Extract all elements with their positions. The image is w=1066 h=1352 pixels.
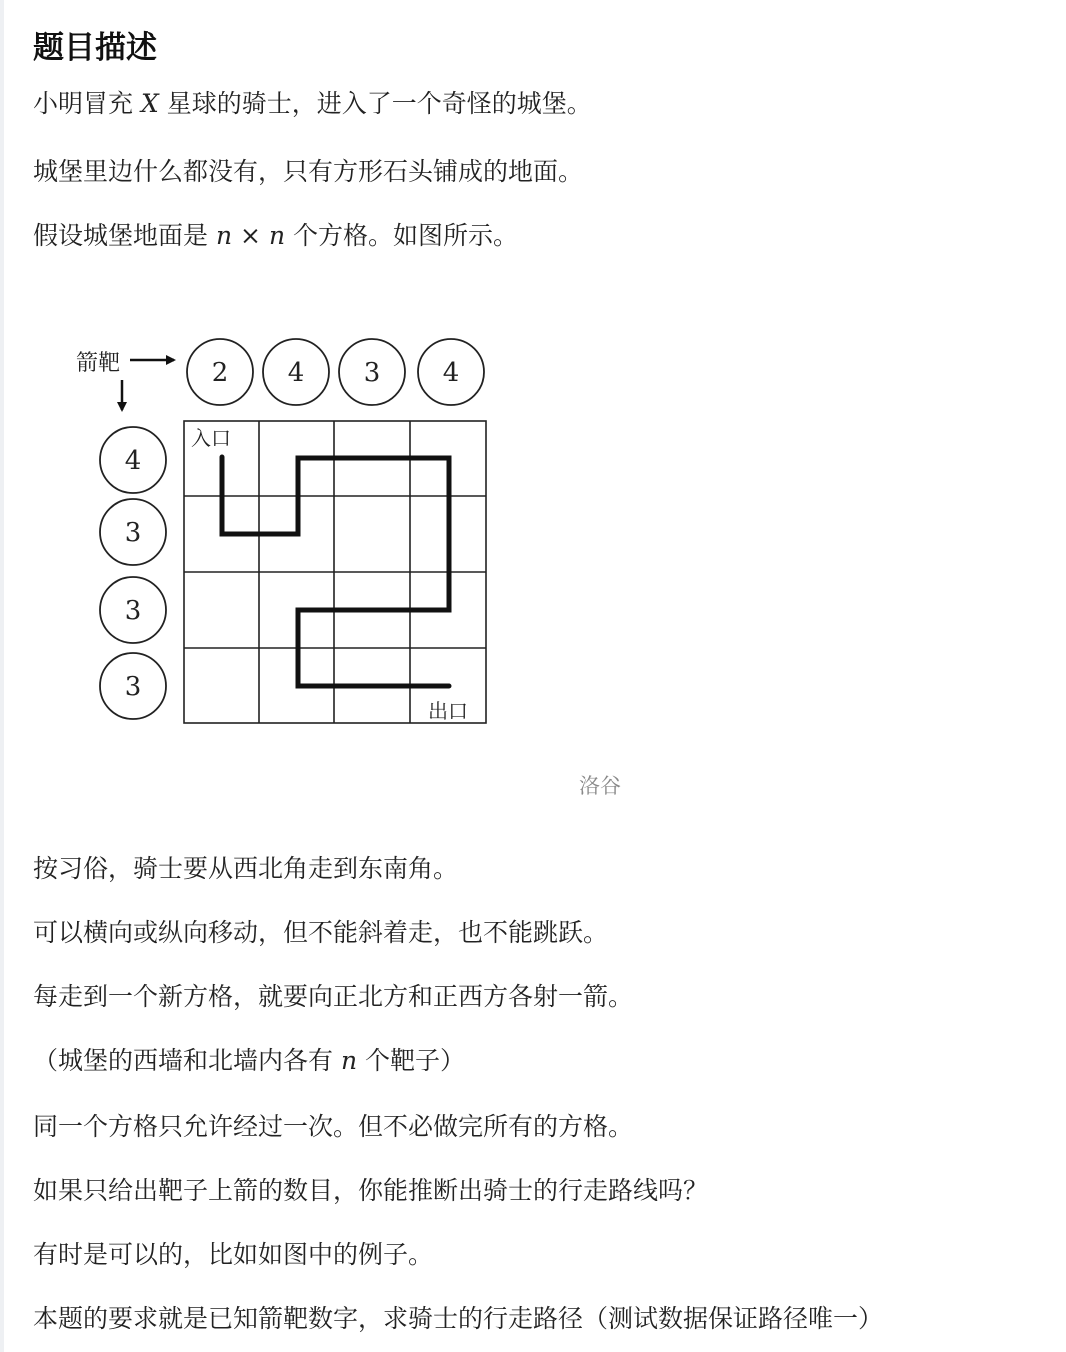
left-target-number: 3 [124,518,142,548]
paragraph-movement: 可以横向或纵向移动，但不能斜着走，也不能跳跃。 [33,918,609,947]
paragraph-route: 按习俗，骑士要从西北角走到东南角。 [33,854,459,883]
left-target-number: 3 [124,672,142,702]
paragraph-castle: 城堡里边什么都没有，只有方形石头铺成的地面。 [33,157,584,186]
math-variable: X [140,89,159,118]
section-title: 题目描述 [33,30,157,66]
left-targets [100,427,166,719]
paragraph-question: 如果只给出靶子上箭的数目，你能推断出骑士的行走路线吗？ [33,1176,709,1205]
text-segment: 个靶子） [365,1046,466,1075]
math-variable: n [215,221,233,250]
text-segment: 个方格。如图所示。 [293,221,519,250]
paragraph-example: 有时是可以的，比如如图中的例子。 [33,1240,434,1269]
entrance-label: 入口 [191,426,231,450]
castle-figure [60,320,520,740]
text-segment: 星球的骑士，进入了一个奇怪的城堡。 [166,89,592,118]
top-target-number: 4 [287,358,305,388]
paragraph-grid-size [33,220,518,252]
left-border [0,0,4,1352]
text-segment: 假设城堡地面是 [33,221,209,250]
top-target-number: 2 [211,358,229,388]
left-target-number: 3 [124,596,142,626]
top-target-number: 3 [363,358,381,388]
castle-diagram [60,320,520,740]
castle-grid [184,421,486,723]
text-segment: 小明冒充 [33,89,134,118]
left-target-number: 4 [124,446,142,476]
paragraph-once: 同一个方格只允许经过一次。但不必做完所有的方格。 [33,1112,634,1141]
top-target-number: 4 [442,358,460,388]
exit-label: 出口 [428,699,468,723]
math-times: × [240,221,261,250]
top-targets [187,339,484,405]
paragraph-shooting: 每走到一个新方格，就要向正北方和正西方各射一箭。 [33,982,634,1011]
math-variable: n [340,1046,358,1075]
paragraph-intro [33,88,592,120]
paragraph-targets [33,1045,465,1077]
image-caption: 洛谷 [579,774,621,798]
paragraph-requirement: 本题的要求就是已知箭靶数字，求骑士的行走路径（测试数据保证路径唯一） [33,1304,884,1333]
target-label: 箭靶 [76,351,121,376]
math-variable: n [268,221,286,250]
text-segment: （城堡的西墙和北墙内各有 [33,1046,334,1075]
